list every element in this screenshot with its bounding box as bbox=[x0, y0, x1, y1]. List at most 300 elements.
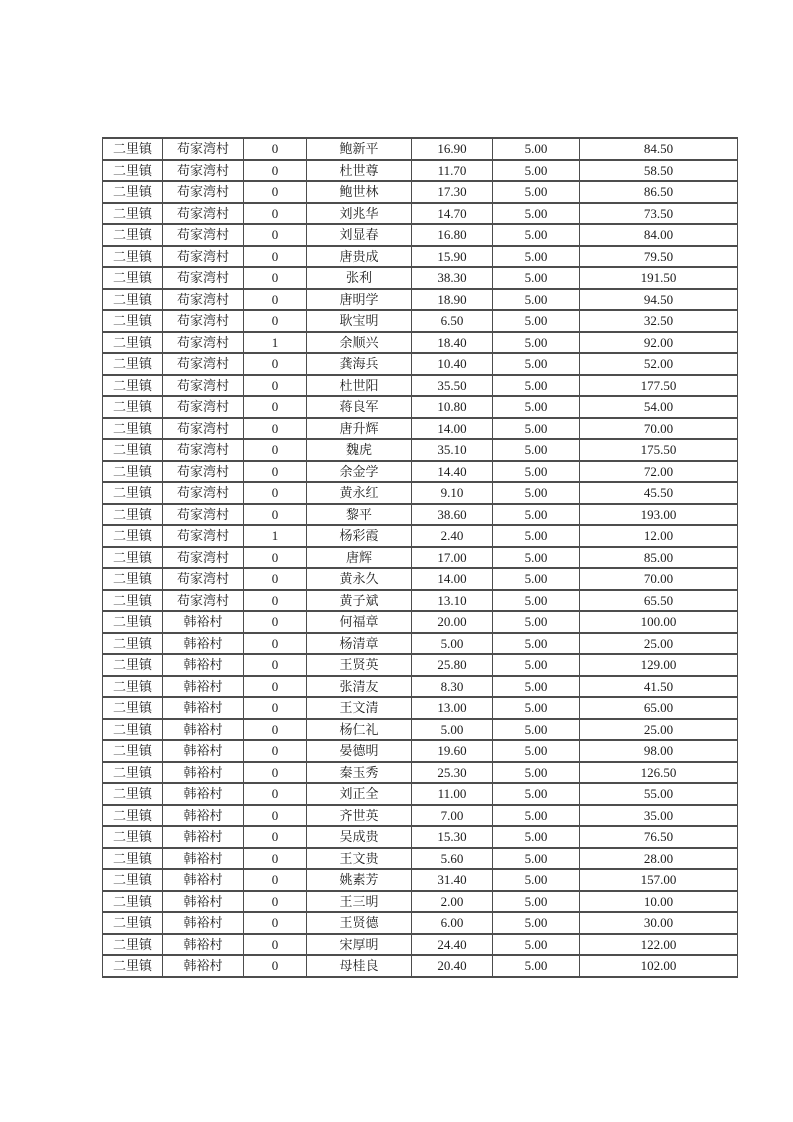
cell-person-name: 杨仁礼 bbox=[307, 719, 412, 741]
table-row bbox=[103, 590, 738, 612]
cell-town: 二里镇 bbox=[103, 396, 163, 418]
cell-rate: 5.00 bbox=[493, 439, 580, 461]
cell-amount: 35.00 bbox=[580, 805, 738, 827]
cell-person-name: 秦玉秀 bbox=[307, 762, 412, 784]
table-row bbox=[103, 805, 738, 827]
cell-flag: 0 bbox=[244, 955, 307, 977]
cell-quantity: 15.90 bbox=[412, 246, 493, 268]
table-row bbox=[103, 869, 738, 891]
cell-quantity: 11.70 bbox=[412, 160, 493, 182]
cell-village: 苟家湾村 bbox=[163, 461, 244, 483]
cell-amount: 129.00 bbox=[580, 654, 738, 676]
cell-rate: 5.00 bbox=[493, 482, 580, 504]
table-row bbox=[103, 310, 738, 332]
cell-quantity: 13.10 bbox=[412, 590, 493, 612]
cell-town: 二里镇 bbox=[103, 181, 163, 203]
cell-flag: 0 bbox=[244, 912, 307, 934]
cell-village: 韩裕村 bbox=[163, 805, 244, 827]
cell-town: 二里镇 bbox=[103, 547, 163, 569]
cell-town: 二里镇 bbox=[103, 160, 163, 182]
cell-rate: 5.00 bbox=[493, 740, 580, 762]
cell-quantity: 18.40 bbox=[412, 332, 493, 354]
cell-rate: 5.00 bbox=[493, 697, 580, 719]
cell-person-name: 吴成贵 bbox=[307, 826, 412, 848]
cell-quantity: 14.00 bbox=[412, 568, 493, 590]
cell-person-name: 王贤德 bbox=[307, 912, 412, 934]
cell-village: 韩裕村 bbox=[163, 826, 244, 848]
cell-rate: 5.00 bbox=[493, 676, 580, 698]
table-row bbox=[103, 418, 738, 440]
cell-town: 二里镇 bbox=[103, 955, 163, 977]
cell-rate: 5.00 bbox=[493, 568, 580, 590]
cell-town: 二里镇 bbox=[103, 719, 163, 741]
cell-village: 苟家湾村 bbox=[163, 224, 244, 246]
cell-amount: 157.00 bbox=[580, 869, 738, 891]
cell-village: 苟家湾村 bbox=[163, 310, 244, 332]
cell-amount: 102.00 bbox=[580, 955, 738, 977]
cell-amount: 55.00 bbox=[580, 783, 738, 805]
cell-town: 二里镇 bbox=[103, 934, 163, 956]
cell-amount: 41.50 bbox=[580, 676, 738, 698]
cell-amount: 54.00 bbox=[580, 396, 738, 418]
cell-person-name: 张利 bbox=[307, 267, 412, 289]
cell-village: 苟家湾村 bbox=[163, 482, 244, 504]
cell-amount: 70.00 bbox=[580, 568, 738, 590]
cell-amount: 84.50 bbox=[580, 138, 738, 160]
cell-person-name: 唐明学 bbox=[307, 289, 412, 311]
cell-town: 二里镇 bbox=[103, 676, 163, 698]
cell-village: 韩裕村 bbox=[163, 719, 244, 741]
cell-rate: 5.00 bbox=[493, 719, 580, 741]
cell-town: 二里镇 bbox=[103, 568, 163, 590]
cell-person-name: 唐辉 bbox=[307, 547, 412, 569]
table-row bbox=[103, 676, 738, 698]
cell-quantity: 2.00 bbox=[412, 891, 493, 913]
cell-flag: 0 bbox=[244, 654, 307, 676]
cell-quantity: 11.00 bbox=[412, 783, 493, 805]
cell-town: 二里镇 bbox=[103, 654, 163, 676]
table-row bbox=[103, 289, 738, 311]
cell-town: 二里镇 bbox=[103, 246, 163, 268]
cell-town: 二里镇 bbox=[103, 418, 163, 440]
cell-quantity: 20.40 bbox=[412, 955, 493, 977]
cell-rate: 5.00 bbox=[493, 826, 580, 848]
cell-person-name: 杨清章 bbox=[307, 633, 412, 655]
cell-village: 苟家湾村 bbox=[163, 246, 244, 268]
cell-town: 二里镇 bbox=[103, 482, 163, 504]
cell-person-name: 魏虎 bbox=[307, 439, 412, 461]
table-row bbox=[103, 547, 738, 569]
cell-rate: 5.00 bbox=[493, 267, 580, 289]
cell-town: 二里镇 bbox=[103, 697, 163, 719]
table-row bbox=[103, 504, 738, 526]
table-row bbox=[103, 525, 738, 547]
table-row bbox=[103, 267, 738, 289]
table-row bbox=[103, 633, 738, 655]
cell-quantity: 18.90 bbox=[412, 289, 493, 311]
cell-flag: 0 bbox=[244, 719, 307, 741]
cell-flag: 0 bbox=[244, 611, 307, 633]
cell-amount: 193.00 bbox=[580, 504, 738, 526]
cell-quantity: 19.60 bbox=[412, 740, 493, 762]
cell-quantity: 25.30 bbox=[412, 762, 493, 784]
cell-flag: 0 bbox=[244, 848, 307, 870]
cell-quantity: 13.00 bbox=[412, 697, 493, 719]
cell-amount: 94.50 bbox=[580, 289, 738, 311]
cell-town: 二里镇 bbox=[103, 633, 163, 655]
cell-rate: 5.00 bbox=[493, 289, 580, 311]
cell-quantity: 10.80 bbox=[412, 396, 493, 418]
cell-town: 二里镇 bbox=[103, 375, 163, 397]
cell-town: 二里镇 bbox=[103, 224, 163, 246]
cell-town: 二里镇 bbox=[103, 525, 163, 547]
cell-person-name: 王三明 bbox=[307, 891, 412, 913]
cell-flag: 0 bbox=[244, 289, 307, 311]
table-row bbox=[103, 396, 738, 418]
cell-village: 韩裕村 bbox=[163, 740, 244, 762]
cell-village: 韩裕村 bbox=[163, 891, 244, 913]
cell-rate: 5.00 bbox=[493, 160, 580, 182]
cell-town: 二里镇 bbox=[103, 805, 163, 827]
cell-village: 韩裕村 bbox=[163, 676, 244, 698]
data-table bbox=[102, 137, 738, 978]
cell-flag: 0 bbox=[244, 568, 307, 590]
table-row bbox=[103, 955, 738, 977]
cell-village: 韩裕村 bbox=[163, 869, 244, 891]
cell-flag: 0 bbox=[244, 246, 307, 268]
cell-flag: 1 bbox=[244, 332, 307, 354]
cell-village: 苟家湾村 bbox=[163, 396, 244, 418]
cell-flag: 0 bbox=[244, 310, 307, 332]
cell-flag: 0 bbox=[244, 547, 307, 569]
table-row bbox=[103, 719, 738, 741]
table-row bbox=[103, 203, 738, 225]
cell-flag: 0 bbox=[244, 181, 307, 203]
cell-person-name: 王文清 bbox=[307, 697, 412, 719]
cell-amount: 73.50 bbox=[580, 203, 738, 225]
cell-town: 二里镇 bbox=[103, 848, 163, 870]
cell-town: 二里镇 bbox=[103, 310, 163, 332]
cell-quantity: 25.80 bbox=[412, 654, 493, 676]
cell-quantity: 17.30 bbox=[412, 181, 493, 203]
cell-person-name: 余顺兴 bbox=[307, 332, 412, 354]
cell-person-name: 鲍新平 bbox=[307, 138, 412, 160]
cell-person-name: 姚素芳 bbox=[307, 869, 412, 891]
cell-rate: 5.00 bbox=[493, 396, 580, 418]
cell-flag: 0 bbox=[244, 504, 307, 526]
table-row bbox=[103, 332, 738, 354]
table-row bbox=[103, 353, 738, 375]
cell-quantity: 7.00 bbox=[412, 805, 493, 827]
cell-town: 二里镇 bbox=[103, 826, 163, 848]
cell-village: 苟家湾村 bbox=[163, 289, 244, 311]
table-row bbox=[103, 783, 738, 805]
cell-village: 韩裕村 bbox=[163, 654, 244, 676]
cell-rate: 5.00 bbox=[493, 332, 580, 354]
cell-amount: 76.50 bbox=[580, 826, 738, 848]
cell-village: 苟家湾村 bbox=[163, 504, 244, 526]
cell-person-name: 晏德明 bbox=[307, 740, 412, 762]
cell-village: 苟家湾村 bbox=[163, 590, 244, 612]
cell-village: 韩裕村 bbox=[163, 697, 244, 719]
cell-quantity: 2.40 bbox=[412, 525, 493, 547]
cell-person-name: 王贤英 bbox=[307, 654, 412, 676]
cell-rate: 5.00 bbox=[493, 891, 580, 913]
cell-village: 韩裕村 bbox=[163, 611, 244, 633]
cell-amount: 126.50 bbox=[580, 762, 738, 784]
cell-amount: 85.00 bbox=[580, 547, 738, 569]
cell-amount: 84.00 bbox=[580, 224, 738, 246]
table-row bbox=[103, 482, 738, 504]
cell-rate: 5.00 bbox=[493, 375, 580, 397]
cell-quantity: 14.00 bbox=[412, 418, 493, 440]
cell-rate: 5.00 bbox=[493, 762, 580, 784]
cell-flag: 0 bbox=[244, 375, 307, 397]
cell-village: 苟家湾村 bbox=[163, 439, 244, 461]
cell-rate: 5.00 bbox=[493, 547, 580, 569]
cell-village: 韩裕村 bbox=[163, 783, 244, 805]
cell-village: 苟家湾村 bbox=[163, 267, 244, 289]
cell-town: 二里镇 bbox=[103, 762, 163, 784]
cell-town: 二里镇 bbox=[103, 783, 163, 805]
cell-town: 二里镇 bbox=[103, 353, 163, 375]
cell-town: 二里镇 bbox=[103, 740, 163, 762]
table-row bbox=[103, 224, 738, 246]
cell-amount: 70.00 bbox=[580, 418, 738, 440]
cell-town: 二里镇 bbox=[103, 869, 163, 891]
cell-person-name: 何福章 bbox=[307, 611, 412, 633]
cell-village: 苟家湾村 bbox=[163, 160, 244, 182]
cell-rate: 5.00 bbox=[493, 504, 580, 526]
cell-quantity: 6.50 bbox=[412, 310, 493, 332]
cell-rate: 5.00 bbox=[493, 461, 580, 483]
cell-quantity: 8.30 bbox=[412, 676, 493, 698]
table-row bbox=[103, 375, 738, 397]
table-row bbox=[103, 848, 738, 870]
cell-village: 苟家湾村 bbox=[163, 181, 244, 203]
table-row bbox=[103, 611, 738, 633]
cell-flag: 0 bbox=[244, 418, 307, 440]
cell-person-name: 王文贵 bbox=[307, 848, 412, 870]
cell-flag: 0 bbox=[244, 267, 307, 289]
cell-village: 苟家湾村 bbox=[163, 203, 244, 225]
cell-quantity: 9.10 bbox=[412, 482, 493, 504]
cell-quantity: 15.30 bbox=[412, 826, 493, 848]
cell-quantity: 16.90 bbox=[412, 138, 493, 160]
cell-quantity: 17.00 bbox=[412, 547, 493, 569]
cell-person-name: 蒋良军 bbox=[307, 396, 412, 418]
cell-town: 二里镇 bbox=[103, 439, 163, 461]
cell-town: 二里镇 bbox=[103, 267, 163, 289]
cell-village: 韩裕村 bbox=[163, 934, 244, 956]
cell-flag: 0 bbox=[244, 224, 307, 246]
cell-amount: 32.50 bbox=[580, 310, 738, 332]
cell-quantity: 14.40 bbox=[412, 461, 493, 483]
cell-flag: 0 bbox=[244, 160, 307, 182]
cell-person-name: 鲍世林 bbox=[307, 181, 412, 203]
cell-village: 韩裕村 bbox=[163, 633, 244, 655]
cell-person-name: 黎平 bbox=[307, 504, 412, 526]
cell-person-name: 刘正全 bbox=[307, 783, 412, 805]
cell-amount: 58.50 bbox=[580, 160, 738, 182]
cell-village: 苟家湾村 bbox=[163, 332, 244, 354]
cell-village: 苟家湾村 bbox=[163, 525, 244, 547]
cell-flag: 0 bbox=[244, 762, 307, 784]
cell-flag: 0 bbox=[244, 740, 307, 762]
cell-flag: 0 bbox=[244, 138, 307, 160]
cell-amount: 45.50 bbox=[580, 482, 738, 504]
cell-town: 二里镇 bbox=[103, 289, 163, 311]
cell-flag: 0 bbox=[244, 805, 307, 827]
cell-village: 韩裕村 bbox=[163, 762, 244, 784]
table-row bbox=[103, 740, 738, 762]
cell-person-name: 刘显春 bbox=[307, 224, 412, 246]
cell-quantity: 5.60 bbox=[412, 848, 493, 870]
table-row bbox=[103, 181, 738, 203]
cell-person-name: 耿宝明 bbox=[307, 310, 412, 332]
cell-amount: 52.00 bbox=[580, 353, 738, 375]
cell-quantity: 14.70 bbox=[412, 203, 493, 225]
cell-town: 二里镇 bbox=[103, 504, 163, 526]
cell-amount: 191.50 bbox=[580, 267, 738, 289]
cell-amount: 65.50 bbox=[580, 590, 738, 612]
cell-amount: 12.00 bbox=[580, 525, 738, 547]
table-row bbox=[103, 461, 738, 483]
cell-rate: 5.00 bbox=[493, 181, 580, 203]
cell-person-name: 余金学 bbox=[307, 461, 412, 483]
cell-town: 二里镇 bbox=[103, 891, 163, 913]
cell-amount: 92.00 bbox=[580, 332, 738, 354]
cell-person-name: 刘兆华 bbox=[307, 203, 412, 225]
cell-village: 苟家湾村 bbox=[163, 547, 244, 569]
table-row bbox=[103, 826, 738, 848]
cell-rate: 5.00 bbox=[493, 654, 580, 676]
cell-flag: 0 bbox=[244, 869, 307, 891]
cell-person-name: 黄子斌 bbox=[307, 590, 412, 612]
cell-person-name: 杨彩霞 bbox=[307, 525, 412, 547]
cell-rate: 5.00 bbox=[493, 955, 580, 977]
cell-town: 二里镇 bbox=[103, 611, 163, 633]
cell-rate: 5.00 bbox=[493, 203, 580, 225]
cell-person-name: 杜世尊 bbox=[307, 160, 412, 182]
cell-flag: 0 bbox=[244, 934, 307, 956]
cell-quantity: 5.00 bbox=[412, 633, 493, 655]
cell-rate: 5.00 bbox=[493, 869, 580, 891]
cell-rate: 5.00 bbox=[493, 611, 580, 633]
table-row bbox=[103, 934, 738, 956]
cell-amount: 79.50 bbox=[580, 246, 738, 268]
cell-quantity: 38.30 bbox=[412, 267, 493, 289]
cell-town: 二里镇 bbox=[103, 138, 163, 160]
cell-flag: 0 bbox=[244, 633, 307, 655]
cell-quantity: 10.40 bbox=[412, 353, 493, 375]
cell-flag: 0 bbox=[244, 891, 307, 913]
cell-amount: 177.50 bbox=[580, 375, 738, 397]
cell-flag: 0 bbox=[244, 826, 307, 848]
cell-person-name: 杜世阳 bbox=[307, 375, 412, 397]
cell-amount: 30.00 bbox=[580, 912, 738, 934]
cell-quantity: 35.50 bbox=[412, 375, 493, 397]
cell-village: 韩裕村 bbox=[163, 848, 244, 870]
cell-flag: 0 bbox=[244, 461, 307, 483]
cell-rate: 5.00 bbox=[493, 353, 580, 375]
cell-person-name: 张清友 bbox=[307, 676, 412, 698]
cell-flag: 0 bbox=[244, 590, 307, 612]
cell-flag: 0 bbox=[244, 676, 307, 698]
table-row bbox=[103, 138, 738, 160]
cell-person-name: 黄永久 bbox=[307, 568, 412, 590]
cell-quantity: 16.80 bbox=[412, 224, 493, 246]
cell-flag: 0 bbox=[244, 353, 307, 375]
cell-person-name: 黄永红 bbox=[307, 482, 412, 504]
cell-quantity: 35.10 bbox=[412, 439, 493, 461]
cell-person-name: 母桂良 bbox=[307, 955, 412, 977]
cell-quantity: 20.00 bbox=[412, 611, 493, 633]
cell-rate: 5.00 bbox=[493, 246, 580, 268]
cell-town: 二里镇 bbox=[103, 203, 163, 225]
cell-flag: 0 bbox=[244, 783, 307, 805]
cell-amount: 175.50 bbox=[580, 439, 738, 461]
cell-amount: 98.00 bbox=[580, 740, 738, 762]
cell-amount: 10.00 bbox=[580, 891, 738, 913]
cell-person-name: 龚海兵 bbox=[307, 353, 412, 375]
cell-village: 苟家湾村 bbox=[163, 418, 244, 440]
cell-rate: 5.00 bbox=[493, 224, 580, 246]
cell-flag: 0 bbox=[244, 697, 307, 719]
cell-village: 苟家湾村 bbox=[163, 138, 244, 160]
cell-person-name: 唐贵成 bbox=[307, 246, 412, 268]
cell-rate: 5.00 bbox=[493, 633, 580, 655]
cell-flag: 0 bbox=[244, 203, 307, 225]
cell-rate: 5.00 bbox=[493, 418, 580, 440]
cell-quantity: 6.00 bbox=[412, 912, 493, 934]
cell-rate: 5.00 bbox=[493, 310, 580, 332]
cell-rate: 5.00 bbox=[493, 848, 580, 870]
cell-amount: 72.00 bbox=[580, 461, 738, 483]
cell-village: 苟家湾村 bbox=[163, 353, 244, 375]
cell-rate: 5.00 bbox=[493, 805, 580, 827]
cell-rate: 5.00 bbox=[493, 934, 580, 956]
cell-town: 二里镇 bbox=[103, 912, 163, 934]
cell-rate: 5.00 bbox=[493, 912, 580, 934]
cell-quantity: 24.40 bbox=[412, 934, 493, 956]
cell-rate: 5.00 bbox=[493, 783, 580, 805]
cell-amount: 25.00 bbox=[580, 719, 738, 741]
cell-rate: 5.00 bbox=[493, 138, 580, 160]
cell-quantity: 5.00 bbox=[412, 719, 493, 741]
cell-person-name: 唐升辉 bbox=[307, 418, 412, 440]
table-row bbox=[103, 246, 738, 268]
cell-quantity: 38.60 bbox=[412, 504, 493, 526]
table-row bbox=[103, 762, 738, 784]
cell-village: 韩裕村 bbox=[163, 955, 244, 977]
cell-flag: 0 bbox=[244, 439, 307, 461]
table-row bbox=[103, 654, 738, 676]
table-row bbox=[103, 891, 738, 913]
cell-amount: 122.00 bbox=[580, 934, 738, 956]
cell-flag: 1 bbox=[244, 525, 307, 547]
table-row bbox=[103, 912, 738, 934]
cell-village: 苟家湾村 bbox=[163, 375, 244, 397]
cell-village: 苟家湾村 bbox=[163, 568, 244, 590]
table-body bbox=[103, 138, 738, 977]
cell-flag: 0 bbox=[244, 482, 307, 504]
cell-rate: 5.00 bbox=[493, 590, 580, 612]
cell-town: 二里镇 bbox=[103, 590, 163, 612]
cell-amount: 100.00 bbox=[580, 611, 738, 633]
cell-quantity: 31.40 bbox=[412, 869, 493, 891]
cell-town: 二里镇 bbox=[103, 332, 163, 354]
